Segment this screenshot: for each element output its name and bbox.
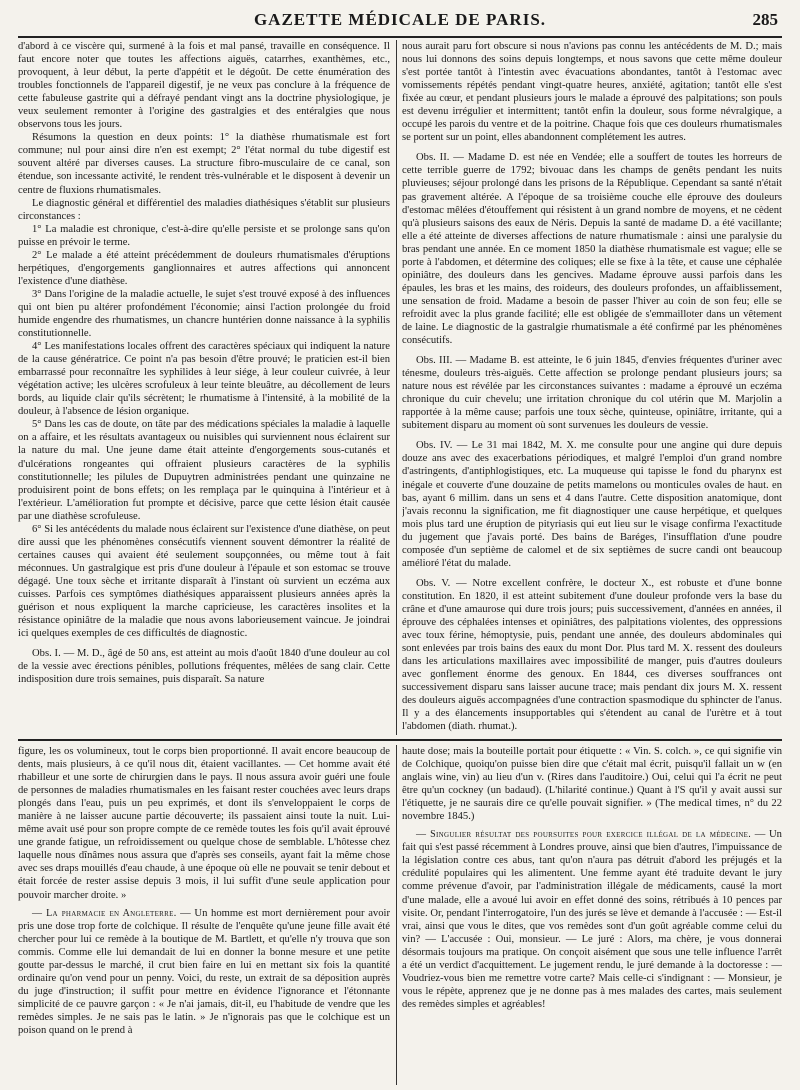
news-heading: — La pharmacie en Angleterre. bbox=[32, 907, 177, 919]
paragraph: haute dose; mais la bouteille portait pour étiquette : « Vin. S. colch. », ce qui signifie vin de Colchique, quoiqu'on puisse bien dire que c'était mal écrit, puisqu'il fallait un w (en anglais wine, vin) au lieu d'un v. (Rires dans l'auditoire.) Oui, celui qui l'a écrit ne peut être qu'un cockney (un badaud). (L'hilarité continue.) Quant à l'S qu'il y avait aussi sur l'étiquette, je ne saurais dire ce qu'elle pouvait signifier. » (The medical times, n° du 22 novembre 1845.) bbox=[402, 746, 782, 823]
news-item-illegal-practice bbox=[402, 828, 782, 1011]
column-top-right bbox=[402, 40, 782, 735]
paragraph: d'abord à ce viscère qui, surmené à la fois et mal pansé, travaille en conséquence. Il faut encore noter que toutes les affections aiguës, catarrhes, exanthèmes, etc., provoquent, à leur début, la perte d'appétit et le dégoût. De cette énumération des troubles fonctionnels de l'appareil digestif, je ne veux pas conclure à la fréquence de cette fabuleuse gastrite qui a défrayé pendant vingt ans la doctrine physiologique, je veux seulement remonter à l'origine des gastralgies et des entéralgies que nous observons tous les jours. bbox=[18, 41, 390, 131]
news-body: — Un homme est mort dernièrement pour avoir pris une dose trop forte de colchique. Il résulte de l'enquête qu'une jeune fille avait été chercher pour lui ce remède à la boutique de M. Bartlett, et qu'elle n'y trouva que son commis. Comme elle lui demandait de lui en donner la bonne mesure et une petite goutte par-dessus le marché, il crut bien faire en lui en mettant six fois la quantité ordinaire qu'on vend pour un penny. Voici, du reste, un extrait de sa déposition auprès du juge d'instruction; il suffit pour mettre en évidence l'ignorance et l'étonnante simplicité de ce pauvre garçon : « Je n'ai jamais, dit-il, eu l'habitude de vendre que les remèdes simples. Je ne sais pas le latin. » Je n'ignorais pas que le colchique est un poison quand on le prend à bbox=[18, 907, 390, 1036]
observation-1: Obs. I. — M. D., âgé de 50 ans, est atteint au mois d'août 1840 d'une douleur au col de la vessie avec érections pénibles, pollutions fréquentes, mêlées de sang clair. Cette indisposition dure trois semaines, puis disparaît. Sa nature bbox=[18, 648, 390, 686]
observation-5: Obs. V. — Notre excellent confrère, le docteur X., est robuste et d'une bonne constitution. En 1820, il est atteint subitement d'une douleur profonde vers la base du crâne et d'une amaurose qui dure trois jours; puis successivement, d'années en années, il éprouve des céphalées intenses et opiniâtres, des palpitations violentes, des oppressions avec toux férine, hémoptysie, puis, pendant une année, des douleurs abdominales qui sont enlevées par trois bains des eaux du mont Dor. Plus tard M. X. ressent des douleurs dans les articulations maxillaires avec impossibilité de manger, puis d'autres douleurs avec gonflement énorme des genoux. En 1844, ces diverses souffrances ont successivement disparu sans laisser aucune trace; mais pendant dix jours M. X. ressent des douleurs aiguës accompagnées d'une contraction spasmodique du sphincter de l'anus. Il y a des élancements insupportables qui s'étendent au canal de l'urètre et à tout l'abdomen (diath. rhumat.). bbox=[402, 577, 782, 733]
paragraph: Le diagnostic général et différentiel des maladies diathésiques s'établit sur plusieurs circonstances : bbox=[18, 197, 390, 222]
paragraph: figure, les os volumineux, tout le corps bien proportionné. Il avait encore beaucoup de dents, mais plusieurs, à ce qu'il nous dit, étaient vacillantes. — Cet homme avait été rhabilleur et une sorte de chirurgien dans le pays. Il nous assura avoir guéri une foule de personnes de maladies rhumatismales en les faisant rester couchées avec leurs draps plongés dans l'eau, puis un peu exprimés, et dont ils s'enveloppaient le corps de manière à ne laisser aucune partie découverte; ils passaient ainsi toute la nuit. Lui-même avait usé pour son propre compte de ce remède toutes les fois qu'il avait éprouvé une grande fatigue, un refroidissement ou quelque chose de semblable. L'hôtesse chez laquelle nous dînâmes nous assura que d'après ses conseils, ayant fait la même chose avec ses draps mouillés d'eau chaude, à une époque où elle ne pouvait se tenir debout et était forcée de rester assise depuis 3 mois, il lui suffit d'une seule application pour pouvoir marcher droite. » bbox=[18, 746, 390, 901]
observation-4: Obs. IV. — Le 31 mai 1842, M. X. me consulte pour une angine qui dure depuis douze ans avec des exacerbations périodiques, et malgré l'emploi d'un grand nombre d'astringents, d'antiphlogistiques, etc. La muqueuse qui tapisse le fond du pharynx est inégale et couverte d'une douzaine de petits mamelons ou monticules ovales de haut. en bas, ayant 6 millim. dans un sens et 4 dans l'autre. Cette disposition anatomique, dont j'avais reconnu la signification, me fit diagnostiquer une cause herpétique, et quelques mois plus tard une éruption de pityriasis qui eut lieu sur le visage confirma l'exactitude du jugement que j'avais porté. Des bains de Baréges, l'insufflation d'une poudre composée d'un septième de calomel et de six septièmes de sucre candi ont beaucoup amélioré l'état du malade. bbox=[402, 440, 782, 569]
paragraph: 1° La maladie est chronique, c'est-à-dire qu'elle persiste et se prolonge sans qu'on puisse en prévoir le terme. bbox=[18, 223, 390, 248]
paragraph: nous aurait paru fort obscure si nous n'avions pas connu les antécédents de M. D.; mais nous lui donnons des soins depuis longtemps, et nous savons que cette même douleur s'est portée tantôt à l'intestin avec évacuations abondantes, tantôt à l'estomac avec vomissements répétés pendant vingt-quatre heures, anxiété, agitation; tantôt elle s'est fixée au cœur, et pendant plusieurs jours le malade a éprouvé des palpitations; son pouls est devenu irrégulier et intermittent; tantôt enfin la douleur, sous forme névralgique, a occupé les parois du ventre et de la poitrine. Chaque fois que ces douleurs rhumatismales se portent sur un point, elles abandonnent complétement les autres. bbox=[402, 41, 782, 144]
paragraph: 2° Le malade a été atteint précédemment de douleurs rhumatismales d'éruptions herpétiques, d'engorgements ganglionnaires et autres affections qui annoncent l'existence d'une diathèse. bbox=[18, 249, 390, 287]
column-bottom-left bbox=[18, 745, 390, 1085]
paragraph: 5° Dans les cas de doute, on tâte par des médications spéciales la maladie à laquelle on a affaire, et les résultats avantageux ou nuisibles qui surviennent nous éclairent sur la nature du mal. Une jeune dame était atteinte d'engorgements sous-cutanés et d'ulcérations rongeantes qui offraient plusieurs caractères de la syphilis constitutionnelle; les pilules de Dupuytren administrées pendant une quinzaine ne produisirent point de bons effets; on les remplaça par le quinquina à l'intérieur et à l'extérieur. L'amélioration fut prompte et décisive, parce que cette lésion était causée par une diathèse scrofuleuse. bbox=[18, 419, 390, 522]
column-divider bbox=[396, 40, 397, 735]
paragraph: 4° Les manifestations locales offrent des caractères spéciaux qui indiquent la nature de la cause génératrice. Ce point n'a pas besoin d'être prouvé; le praticien est-il bien embarrassé pour reconnaître les syphilides à leur siége, à leur couleur cuivrée, à leur végétation active; les ulcères scrofuleux à leur teinte bleuâtre, au décollement de leurs bords, au liquide clair qu'ils sécrètent; le rhumatisme à l'intensité, à la mobilité de la douleur, à l'absence de lésion organique. bbox=[18, 341, 390, 418]
paragraph: Résumons la question en deux points: 1° la diathèse rhumatismale est fort commune; nul pour ainsi dire n'en est exempt; 2° l'état normal du tube digestif est souvent altéré par diverses causes. La structure fibro-musculaire de ce canal, son étendue, son incessante activité, le rendent très-vulnérable et le disposent à devenir un centre de fluxions rhumatismales. bbox=[18, 132, 390, 196]
observation-3: Obs. III. — Madame B. est atteinte, le 6 juin 1845, d'envies fréquentes d'uriner avec ténesme, douleurs très-aiguës. Cette affection se prolonge pendant plusieurs jours; sa nature nous est révélée par les circonstances suivantes : madame a éprouvé un eczéma chronique du cuir chevelu; une irritation chronique du col utérin que M. Marjolin a rapportée à la même cause; parfois une toux sèche, quinteuse, opiniâtre, irritante, qui a subitement disparu au moment où sont survenues les douleurs de vessie. bbox=[402, 355, 782, 432]
news-body: — Un fait qui s'est passé récemment à Londres prouve, ainsi que bien d'autres, l'impuissance de la législation contre ces abus, tant qu'on n'aura pas détruit d'abord les préjugés et la crédulité populaires qui les alimentent. Une femme ayant été traduite devant le jury comme prévenue d'avoir, par l'administration illégale de médicaments, causé la mort d'une malade, elle a avoué lui avoir en effet donné des soins, rétribués à 10 pences par visite. Or, pendant l'interrogatoire, l'un des jurés se lève et demande à l'accusée : — Est-il vrai, ainsi que vous le dites, que vos remèdes sont d'un goût agréable comme celui du vin? — L'accusée : Oui, monsieur. — Le juré : Alors, ma chère, je vous donnerai désormais toujours ma pratique. On conçoit aisément que sous une telle influence l'arrêt a été un verdict d'acquittement. Le jugement rendu, le juré demande à la doctoresse : — Voudriez-vous bien me remettre votre carte? Mais celle-ci s'indignant : — Monsieur, je vous le répète, apprenez que je ne donne pas à mes malades des cartes, mais seulement des remèdes simples et agréables! bbox=[402, 829, 782, 1010]
column-bottom-right bbox=[402, 745, 782, 1085]
column-divider bbox=[396, 745, 397, 1085]
gazette-title: GAZETTE MÉDICALE DE PARIS. bbox=[253, 10, 547, 29]
observation-2: Obs. II. — Madame D. est née en Vendée; elle a souffert de toutes les horreurs de cette terrible guerre de 1792; bivouac dans les champs de genêts pendant les nuits pluvieuses; séjour prolongé dans les prisons de la République. Cependant sa santé n'était pas gravement altérée. A l'époque de sa troisième couche elle éprouve des douleurs d'estomac mêlées d'étouffement qui résistent à un grand nombre de moyens, et ne cèdent qu'à plusieurs saisons des eaux de Néris. Depuis la santé de madame D. a été vacillante; elle a été atteinte de diverses affections de nature rhumatismale : ainsi une paralysie du bras pendant une année. En ce moment 1850 la diathèse rhumatismale est vague; elle se porte à l'abdomen, et détermine des coliques; elle se fixe à la tête, et cause une céphalée opiniâtre, des douleurs dans les gencives. Madame éprouve aussi parfois dans les épaules, les bras et les mains, des roideurs, des douleurs profondes, un affaiblissement, une sensation de froid. Madame a besoin de passer l'hiver au coin de son feu; elle se refroidit avec la plus grande facilité; elle est obligée de s'emmailloter dans un vêtement de laine. Le diagnostic de la gastralgie rhumatismale a été confirmé par les phénomènes consécutifs. bbox=[402, 152, 782, 347]
column-top-left bbox=[18, 40, 390, 735]
news-heading: — Singulier résultat des poursuites pour exercice illégal de la médecine. bbox=[416, 829, 752, 841]
paragraph: 6° Si les antécédents du malade nous éclairent sur l'existence d'une diathèse, on peut dire aussi que les phénomènes consécutifs viennent souvent démontrer la réalité de certaines causes qui avaient été seulement soupçonnées, ou même tout à fait méconnues. Un gastralgique est pris d'une douleur à l'épaule et son estomac se trouve dégagé. Une toux sèche et irritante disparaît à l'instant où survient un eczéma aux cuisses. Parfois ces symptômes diathésiques apparaissent plusieurs années après la guérison et nous expliquent la marche capricieuse, les caractères insolites et la résistance opiniâtre de la maladie que nous avons laborieusement vaincue. Je joindrai ici quelques exemples de ces difficultés de diagnostic. bbox=[18, 523, 390, 640]
paragraph: 3° Dans l'origine de la maladie actuelle, le sujet s'est trouvé exposé à des influences qui ont bien pu altérer profondément l'économie; ainsi l'action prolongée du froid humide engendre des rhumatismes, un chancre huntérien donne naissance à la syphilis constitutionnelle. bbox=[18, 288, 390, 340]
news-item-pharmacy bbox=[18, 907, 390, 1037]
page-number: 285 bbox=[752, 10, 778, 29]
page-header bbox=[18, 8, 782, 38]
section-divider bbox=[18, 739, 782, 741]
